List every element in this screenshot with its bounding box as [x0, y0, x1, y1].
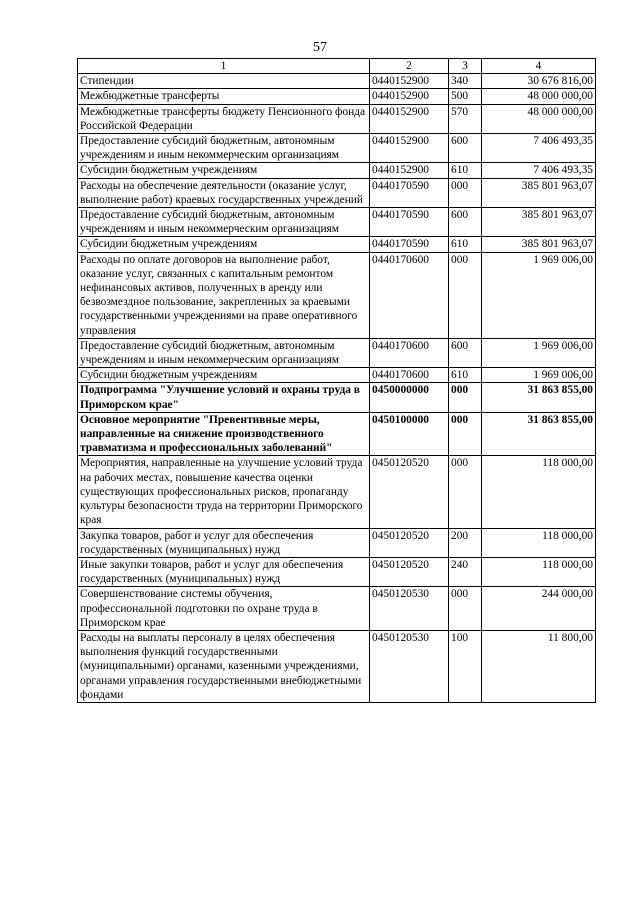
row-sum-cell: 11 800,00 [482, 630, 596, 702]
row-type-cell: 000 [449, 178, 482, 207]
row-sum-cell: 7 406 493,35 [482, 163, 596, 178]
row-sum-cell: 31 863 855,00 [482, 412, 596, 456]
row-sum-cell: 1 969 006,00 [482, 338, 596, 367]
row-name-cell: Субсидии бюджетным учреждениям [78, 163, 370, 178]
table-row [78, 557, 596, 586]
row-code-cell: 0450120530 [370, 587, 449, 631]
row-code-cell: 0440170590 [370, 208, 449, 237]
row-code-cell: 0450120530 [370, 630, 449, 702]
table-row [78, 368, 596, 383]
table-row [78, 163, 596, 178]
row-name-cell: Расходы на обеспечение деятельности (оказание услуг, выполнение работ) краевых государственных учреждений [78, 178, 370, 207]
table-row [78, 338, 596, 367]
row-code-cell: 0440170590 [370, 237, 449, 252]
row-name-cell: Предоставление субсидий бюджетным, автономным учреждениям и иным некоммерческим организациям [78, 208, 370, 237]
row-sum-cell: 385 801 963,07 [482, 208, 596, 237]
row-type-cell: 600 [449, 338, 482, 367]
row-name-cell: Расходы на выплаты персоналу в целях обеспечения выполнения функций государственными (муниципальными) органами, казенными учреждениями, органами управления государственными внебюджетными фондами [78, 630, 370, 702]
row-name-cell: Совершенствование системы обучения, профессиональной подготовки по охране труда в Приморском крае [78, 587, 370, 631]
row-sum-cell: 1 969 006,00 [482, 368, 596, 383]
row-name-cell: Межбюджетные трансферты [78, 89, 370, 104]
table-row [78, 528, 596, 557]
row-name-cell: Стипендии [78, 74, 370, 89]
row-type-cell: 240 [449, 557, 482, 586]
row-name-cell: Мероприятия, направленные на улучшение условий труда на рабочих местах, повышение качества оценки существующих профессиональных рисков, пропаганду культуры безопасности труда на территории Приморского края [78, 456, 370, 528]
table-row [78, 587, 596, 631]
row-code-cell: 0450000000 [370, 383, 449, 412]
row-sum-cell: 385 801 963,07 [482, 178, 596, 207]
table-row [78, 89, 596, 104]
header-col-code: 2 [370, 59, 449, 74]
row-name-cell: Расходы по оплате договоров на выполнение работ, оказание услуг, связанных с капитальным ремонтом нефинансовых активов, полученных в аренду или безвозмездное пользование, закрепленных за краевыми государственными учреждениями на праве оперативного управления [78, 252, 370, 338]
row-code-cell: 0440170600 [370, 252, 449, 338]
row-type-cell: 500 [449, 89, 482, 104]
row-sum-cell: 118 000,00 [482, 557, 596, 586]
row-type-cell: 000 [449, 412, 482, 456]
row-type-cell: 600 [449, 208, 482, 237]
row-code-cell: 0450120520 [370, 557, 449, 586]
header-col-sum: 4 [482, 59, 596, 74]
row-sum-cell: 1 969 006,00 [482, 252, 596, 338]
table-row [78, 134, 596, 163]
row-type-cell: 100 [449, 630, 482, 702]
row-code-cell: 0450100000 [370, 412, 449, 456]
row-sum-cell: 30 676 816,00 [482, 74, 596, 89]
table-row [78, 630, 596, 702]
page-number: 57 [313, 40, 327, 55]
table-body [78, 74, 596, 703]
row-type-cell: 600 [449, 134, 482, 163]
table-row [78, 178, 596, 207]
table-row [78, 412, 596, 456]
table-row [78, 383, 596, 412]
row-name-cell: Межбюджетные трансферты бюджету Пенсионного фонда Российской Федерации [78, 104, 370, 133]
row-type-cell: 610 [449, 163, 482, 178]
row-sum-cell: 385 801 963,07 [482, 237, 596, 252]
header-col-type: 3 [449, 59, 482, 74]
row-sum-cell: 7 406 493,35 [482, 134, 596, 163]
row-type-cell: 000 [449, 456, 482, 528]
table-row [78, 104, 596, 133]
row-sum-cell: 31 863 855,00 [482, 383, 596, 412]
row-name-cell: Иные закупки товаров, работ и услуг для обеспечения государственных (муниципальных) нужд [78, 557, 370, 586]
row-type-cell: 610 [449, 237, 482, 252]
row-sum-cell: 244 000,00 [482, 587, 596, 631]
row-name-cell: Предоставление субсидий бюджетным, автономным учреждениям и иным некоммерческим организациям [78, 338, 370, 367]
table-row [78, 208, 596, 237]
row-code-cell: 0440152900 [370, 134, 449, 163]
row-sum-cell: 48 000 000,00 [482, 104, 596, 133]
table-row [78, 237, 596, 252]
row-sum-cell: 118 000,00 [482, 456, 596, 528]
row-code-cell: 0440170590 [370, 178, 449, 207]
row-code-cell: 0440152900 [370, 104, 449, 133]
row-name-cell: Субсидии бюджетным учреждениям [78, 368, 370, 383]
row-code-cell: 0440152900 [370, 163, 449, 178]
row-name-cell: Основное мероприятие "Превентивные меры, направленные на снижение производственного травматизма и профессиональных заболеваний" [78, 412, 370, 456]
row-sum-cell: 118 000,00 [482, 528, 596, 557]
row-name-cell: Подпрограмма "Улучшение условий и охраны труда в Приморском крае" [78, 383, 370, 412]
row-code-cell: 0450120520 [370, 456, 449, 528]
row-type-cell: 200 [449, 528, 482, 557]
table-row [78, 456, 596, 528]
table-row [78, 74, 596, 89]
row-sum-cell: 48 000 000,00 [482, 89, 596, 104]
row-code-cell: 0440152900 [370, 74, 449, 89]
budget-table [77, 58, 596, 703]
row-name-cell: Предоставление субсидий бюджетным, автономным учреждениям и иным некоммерческим организациям [78, 134, 370, 163]
header-row [78, 59, 596, 74]
row-type-cell: 000 [449, 383, 482, 412]
row-type-cell: 610 [449, 368, 482, 383]
row-name-cell: Субсидии бюджетным учреждениям [78, 237, 370, 252]
row-code-cell: 0440170600 [370, 368, 449, 383]
row-code-cell: 0440152900 [370, 89, 449, 104]
table-row [78, 252, 596, 338]
row-type-cell: 570 [449, 104, 482, 133]
row-code-cell: 0450120520 [370, 528, 449, 557]
row-type-cell: 000 [449, 587, 482, 631]
row-code-cell: 0440170600 [370, 338, 449, 367]
row-name-cell: Закупка товаров, работ и услуг для обеспечения государственных (муниципальных) нужд [78, 528, 370, 557]
header-col-name: 1 [78, 59, 370, 74]
row-type-cell: 000 [449, 252, 482, 338]
row-type-cell: 340 [449, 74, 482, 89]
